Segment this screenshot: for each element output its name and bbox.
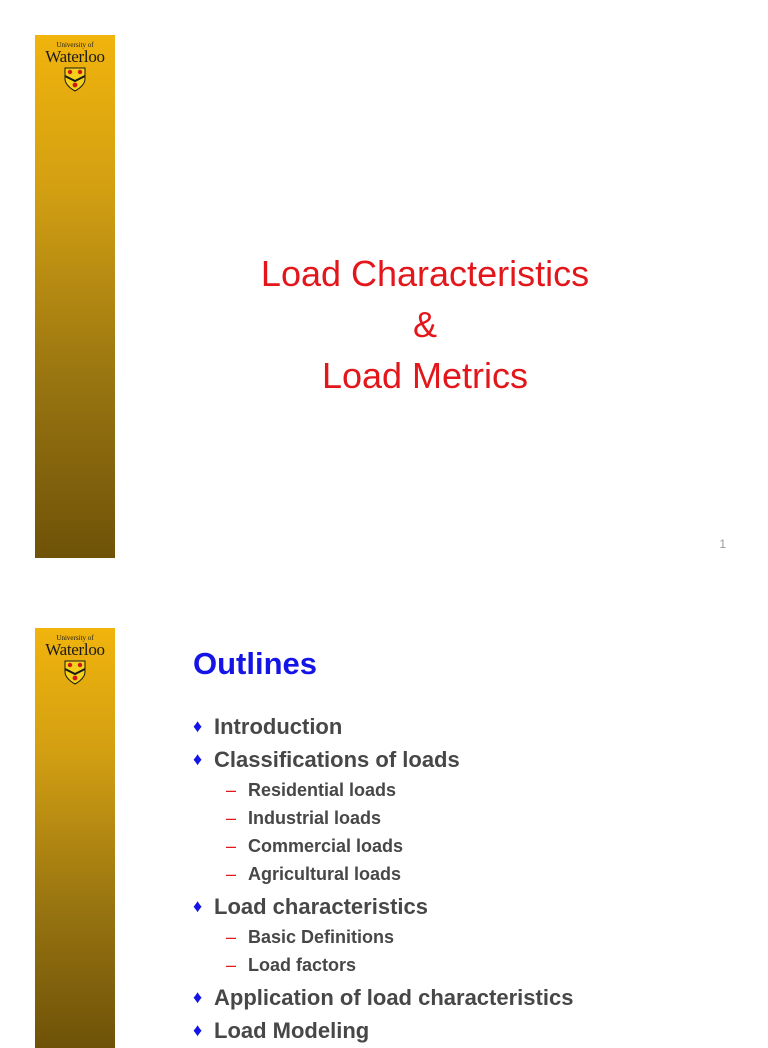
dash-bullet-icon: – [226, 864, 237, 884]
bullet-item [193, 981, 573, 1014]
shield-icon [64, 660, 86, 685]
diamond-bullet-icon: ♦ [193, 896, 203, 916]
sub-bullet-item [193, 860, 573, 888]
bullet-label: Load characteristics [214, 894, 428, 919]
logo-waterloo: Waterloo [45, 640, 105, 659]
sub-bullet-label: Agricultural loads [248, 864, 402, 884]
page-number: 1 [719, 537, 726, 551]
dash-bullet-icon: – [226, 927, 237, 947]
slide-title-line: Load Metrics [321, 355, 529, 396]
dash-bullet-icon: – [226, 836, 237, 856]
bullet-item [193, 710, 573, 743]
bullet-label: Classifications of loads [214, 747, 460, 772]
bullet-item [193, 890, 573, 923]
shield-icon [64, 67, 86, 92]
logo-university-of: University of [56, 634, 94, 642]
dash-bullet-icon: – [226, 780, 237, 800]
slide-title: Outlines [193, 646, 318, 681]
sub-bullet-label: Commercial loads [248, 836, 404, 856]
sub-bullet-label: Basic Definitions [248, 927, 395, 947]
bullet-label: Application of load characteristics [214, 985, 574, 1010]
sub-bullet-list [193, 776, 573, 888]
dash-bullet-icon: – [226, 955, 237, 975]
bullet-item [193, 1014, 573, 1047]
gold-sidebar [35, 35, 115, 558]
slide-title [115, 248, 735, 401]
sub-bullet-label: Industrial loads [248, 808, 382, 828]
diamond-bullet-icon: ♦ [193, 749, 203, 769]
logo-university-of: University of [56, 41, 94, 49]
logo-waterloo: Waterloo [45, 47, 105, 66]
sub-bullet-item [193, 804, 573, 832]
slide-title-line: Load Characteristics [260, 253, 590, 294]
sub-bullet-item [193, 923, 573, 951]
sub-bullet-item [193, 832, 573, 860]
slide-2 [0, 600, 768, 1043]
gold-sidebar [35, 628, 115, 1048]
outline-list [193, 710, 573, 1047]
bullet-label: Introduction [214, 714, 343, 739]
waterloo-logo [35, 41, 115, 92]
dash-bullet-icon: – [226, 808, 237, 828]
sub-bullet-list [193, 923, 573, 979]
slide-title-line: & [412, 304, 437, 345]
diamond-bullet-icon: ♦ [193, 987, 203, 1007]
sub-bullet-label: Load factors [248, 955, 357, 975]
sub-bullet-label: Residential loads [248, 780, 397, 800]
waterloo-logo [35, 634, 115, 685]
diamond-bullet-icon: ♦ [193, 716, 203, 736]
bullet-label: Load Modeling [214, 1018, 370, 1043]
bullet-item [193, 743, 573, 776]
sub-bullet-item [193, 951, 573, 979]
diamond-bullet-icon: ♦ [193, 1020, 203, 1040]
sub-bullet-item [193, 776, 573, 804]
